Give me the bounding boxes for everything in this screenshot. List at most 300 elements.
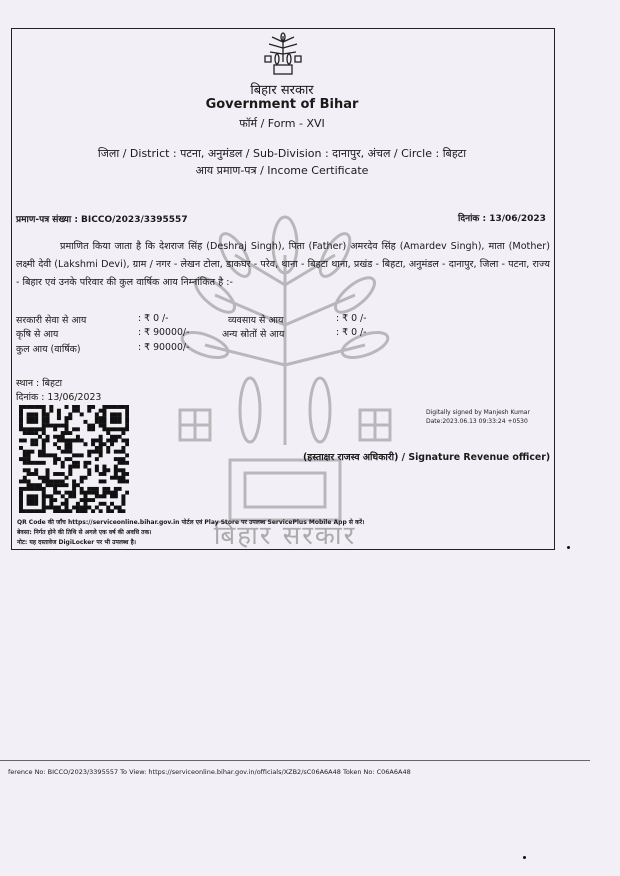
qr-module bbox=[49, 405, 53, 409]
qr-module bbox=[68, 431, 72, 435]
qr-module bbox=[61, 431, 65, 435]
qr-module bbox=[34, 442, 38, 446]
qr-module bbox=[42, 420, 46, 424]
qr-module bbox=[125, 409, 129, 413]
qr-module bbox=[46, 420, 50, 424]
qr-module bbox=[27, 509, 31, 513]
qr-module bbox=[80, 453, 84, 457]
qr-module bbox=[121, 509, 125, 513]
qr-module bbox=[19, 457, 23, 461]
qr-module bbox=[65, 502, 69, 506]
qr-module bbox=[30, 431, 34, 435]
qr-module bbox=[76, 502, 80, 506]
qr-module bbox=[53, 453, 57, 457]
qr-module bbox=[30, 416, 34, 420]
qr-module bbox=[114, 412, 118, 416]
qr-module bbox=[87, 506, 91, 510]
qr-module bbox=[19, 409, 23, 413]
qr-module bbox=[80, 439, 84, 443]
qr-module bbox=[72, 439, 76, 443]
qr-module bbox=[125, 461, 129, 465]
qr-module bbox=[42, 509, 46, 513]
qr-module bbox=[121, 476, 125, 480]
qr-module bbox=[46, 483, 50, 487]
speck bbox=[523, 856, 526, 859]
agri-income-label: कृषि से आय bbox=[16, 329, 59, 340]
qr-module bbox=[68, 491, 72, 495]
qr-module bbox=[91, 405, 95, 409]
qr-module bbox=[27, 431, 31, 435]
qr-module bbox=[91, 427, 95, 431]
qr-module bbox=[91, 509, 95, 513]
qr-module bbox=[19, 506, 23, 510]
qr-module bbox=[121, 502, 125, 506]
qr-module bbox=[95, 465, 99, 469]
qr-module bbox=[87, 491, 91, 495]
qr-module bbox=[125, 412, 129, 416]
qr-module bbox=[72, 491, 76, 495]
qr-module bbox=[27, 502, 31, 506]
qr-module bbox=[38, 487, 42, 491]
qr-module bbox=[19, 479, 23, 483]
qr-module bbox=[34, 468, 38, 472]
qr-module bbox=[106, 405, 110, 409]
qr-module bbox=[19, 439, 23, 443]
qr-module bbox=[110, 427, 114, 431]
qr-module bbox=[118, 427, 122, 431]
qr-module bbox=[106, 446, 110, 450]
qr-module bbox=[46, 453, 50, 457]
qr-module bbox=[87, 498, 91, 502]
qr-module bbox=[91, 491, 95, 495]
qr-module bbox=[34, 420, 38, 424]
qr-module bbox=[49, 506, 53, 510]
qr-module bbox=[106, 487, 110, 491]
qr-module bbox=[30, 439, 34, 443]
qr-module bbox=[80, 506, 84, 510]
place-of-issue: स्थान : बिहटा bbox=[16, 378, 63, 389]
qr-module bbox=[49, 502, 53, 506]
qr-module bbox=[19, 420, 23, 424]
qr-module bbox=[42, 487, 46, 491]
qr-module bbox=[65, 416, 69, 420]
qr-module bbox=[65, 446, 69, 450]
qr-module bbox=[72, 494, 76, 498]
qr-module bbox=[34, 431, 38, 435]
qr-module bbox=[83, 442, 87, 446]
qr-module bbox=[42, 412, 46, 416]
qr-module bbox=[65, 457, 69, 461]
qr-module bbox=[76, 465, 80, 469]
qr-module bbox=[118, 468, 122, 472]
qr-module bbox=[38, 509, 42, 513]
qr-module bbox=[91, 442, 95, 446]
note-digilocker: नोट: यह दस्तावेज DigiLocker पर भी उपलब्ध है। bbox=[17, 539, 137, 546]
qr-module bbox=[27, 468, 31, 472]
qr-module bbox=[102, 479, 106, 483]
qr-module bbox=[110, 412, 114, 416]
qr-module bbox=[57, 506, 61, 510]
qr-module bbox=[61, 502, 65, 506]
qr-module bbox=[68, 416, 72, 420]
qr-module bbox=[42, 446, 46, 450]
qr-module bbox=[76, 405, 80, 409]
qr-module bbox=[65, 424, 69, 428]
qr-module bbox=[87, 424, 91, 428]
qr-module bbox=[27, 461, 31, 465]
qr-module bbox=[53, 424, 57, 428]
qr-module bbox=[102, 468, 106, 472]
qr-module bbox=[34, 439, 38, 443]
qr-module bbox=[114, 416, 118, 420]
qr-module bbox=[61, 461, 65, 465]
qr-module bbox=[68, 468, 72, 472]
qr-module bbox=[83, 506, 87, 510]
qr-module bbox=[80, 487, 84, 491]
qr-module bbox=[87, 461, 91, 465]
qr-module bbox=[121, 468, 125, 472]
qr-module bbox=[34, 416, 38, 420]
qr-module bbox=[68, 412, 72, 416]
qr-module bbox=[114, 494, 118, 498]
qr-module bbox=[72, 483, 76, 487]
qr-module bbox=[80, 491, 84, 495]
qr-module bbox=[38, 476, 42, 480]
note-validity: बेवसा: निर्गत होने की तिथि से अगले एक वर्ष की अवधि तक। bbox=[17, 529, 152, 536]
qr-module bbox=[19, 412, 23, 416]
qr-module bbox=[76, 509, 80, 513]
qr-module bbox=[102, 465, 106, 469]
qr-module bbox=[27, 412, 31, 416]
digital-signature bbox=[426, 408, 530, 426]
qr-module bbox=[19, 416, 23, 420]
qr-module bbox=[102, 491, 106, 495]
qr-module bbox=[23, 479, 27, 483]
qr-module bbox=[68, 472, 72, 476]
qr-module bbox=[121, 446, 125, 450]
qr-module bbox=[118, 405, 122, 409]
qr-module bbox=[87, 472, 91, 476]
qr-module bbox=[91, 450, 95, 454]
govt-service-income-label: सरकारी सेवा से आय bbox=[16, 315, 87, 326]
qr-module bbox=[30, 450, 34, 454]
qr-module bbox=[27, 479, 31, 483]
qr-module bbox=[91, 498, 95, 502]
qr-module bbox=[27, 498, 31, 502]
qr-module bbox=[38, 435, 42, 439]
qr-module bbox=[99, 446, 103, 450]
qr-module bbox=[23, 427, 27, 431]
qr-module bbox=[49, 498, 53, 502]
qr-module bbox=[80, 498, 84, 502]
qr-module bbox=[46, 476, 50, 480]
qr-module bbox=[114, 476, 118, 480]
qr-module bbox=[65, 442, 69, 446]
agri-income-value: : ₹ 90000/- bbox=[138, 327, 190, 338]
qr-module bbox=[118, 487, 122, 491]
qr-module bbox=[23, 476, 27, 480]
qr-module bbox=[95, 412, 99, 416]
note-qr-verification: QR Code की जाँच https://serviceonline.bihar.gov.in पोर्टल एवं Play Store पर उपलब्ध ServicePlus Mobile App से करें। bbox=[17, 519, 365, 526]
speck bbox=[567, 546, 570, 549]
qr-module bbox=[53, 506, 57, 510]
qr-module bbox=[23, 453, 27, 457]
qr-module bbox=[110, 420, 114, 424]
qr-module bbox=[118, 450, 122, 454]
qr-module bbox=[102, 409, 106, 413]
qr-module bbox=[95, 439, 99, 443]
qr-module bbox=[53, 491, 57, 495]
certificate-date: दिनांक : 13/06/2023 bbox=[458, 214, 546, 224]
qr-module bbox=[76, 461, 80, 465]
qr-module bbox=[42, 439, 46, 443]
other-income-label: अन्य स्रोतों से आय bbox=[222, 329, 285, 340]
watermark-text: बिहार सरकार bbox=[213, 521, 357, 551]
qr-module bbox=[72, 506, 76, 510]
qr-module bbox=[80, 479, 84, 483]
qr-module bbox=[76, 483, 80, 487]
qr-module bbox=[72, 453, 76, 457]
qr-module bbox=[19, 491, 23, 495]
other-income-value: : ₹ 0 /- bbox=[336, 327, 367, 338]
qr-module bbox=[46, 506, 50, 510]
qr-module bbox=[121, 498, 125, 502]
certification-paragraph: प्रमाणित किया जाता है कि देशराज सिंह (Deshraj Singh), पिता (Father) अमरदेव सिंह (Amardev Singh), माता (Mother) लक्ष्मी देवी (Lakshmi Devi), ग्राम / नगर - लेखन टोला, डाकघर - परेव, थाना - बिहटा थाना, प्रखंड - बिहटा, अनुमंडल - दानापुर, जिला - पटना, राज्य - बिहार एवं उनके परिवार की कुल वार्षिक आय निम्नांकित है :- bbox=[16, 241, 550, 288]
qr-module bbox=[42, 442, 46, 446]
qr-module bbox=[106, 509, 110, 513]
qr-module bbox=[61, 479, 65, 483]
qr-module bbox=[34, 412, 38, 416]
qr-module bbox=[49, 479, 53, 483]
qr-module bbox=[23, 468, 27, 472]
qr-module bbox=[38, 450, 42, 454]
qr-module bbox=[61, 450, 65, 454]
qr-module bbox=[30, 498, 34, 502]
qr-module bbox=[53, 435, 57, 439]
qr-module bbox=[49, 483, 53, 487]
qr-module bbox=[42, 405, 46, 409]
qr-module bbox=[42, 479, 46, 483]
qr-module bbox=[125, 427, 129, 431]
qr-module bbox=[19, 487, 23, 491]
qr-module bbox=[30, 487, 34, 491]
qr-module bbox=[57, 491, 61, 495]
qr-module bbox=[46, 479, 50, 483]
certificate-number: प्रमाण-पत्र संख्या : BICCO/2023/3395557 bbox=[16, 215, 188, 225]
qr-module bbox=[87, 468, 91, 472]
qr-module bbox=[118, 509, 122, 513]
qr-module bbox=[121, 450, 125, 454]
qr-module bbox=[106, 506, 110, 510]
qr-module bbox=[34, 405, 38, 409]
qr-module bbox=[99, 409, 103, 413]
qr-module bbox=[30, 494, 34, 498]
qr-module bbox=[30, 427, 34, 431]
qr-module bbox=[95, 420, 99, 424]
qr-module bbox=[23, 509, 27, 513]
signature-revenue-officer: (हस्ताक्षर राजस्व अधिकारी) / Signature Revenue officer) bbox=[303, 452, 551, 463]
qr-module bbox=[53, 479, 57, 483]
qr-module bbox=[95, 506, 99, 510]
qr-module bbox=[114, 405, 118, 409]
qr-module bbox=[102, 494, 106, 498]
total-income-value: : ₹ 90000/- bbox=[138, 342, 190, 353]
qr-module bbox=[57, 435, 61, 439]
qr-module bbox=[46, 424, 50, 428]
qr-module bbox=[68, 439, 72, 443]
qr-module bbox=[53, 509, 57, 513]
qr-module bbox=[121, 431, 125, 435]
qr-module bbox=[19, 405, 23, 409]
qr-module bbox=[125, 472, 129, 476]
qr-module bbox=[38, 427, 42, 431]
qr-module bbox=[118, 506, 122, 510]
qr-module bbox=[68, 465, 72, 469]
qr-module bbox=[106, 427, 110, 431]
digital-signature-date: Date:2023.06.13 09:33:24 +0530 bbox=[426, 418, 528, 425]
qr-module bbox=[19, 424, 23, 428]
district-line: जिला / District : पटना, अनुमंडल / Sub-Division : दानापुर, अंचल / Circle : बिहटा bbox=[97, 147, 467, 160]
qr-module bbox=[34, 509, 38, 513]
qr-module bbox=[91, 439, 95, 443]
qr-module bbox=[61, 435, 65, 439]
qr-module bbox=[49, 424, 53, 428]
qr-module bbox=[72, 465, 76, 469]
qr-module bbox=[106, 491, 110, 495]
qr-module bbox=[27, 416, 31, 420]
qr-module bbox=[76, 435, 80, 439]
qr-module bbox=[57, 424, 61, 428]
qr-module bbox=[114, 420, 118, 424]
qr-module bbox=[57, 472, 61, 476]
qr-module bbox=[38, 405, 42, 409]
qr-module bbox=[27, 450, 31, 454]
qr-module bbox=[57, 479, 61, 483]
qr-module bbox=[99, 453, 103, 457]
qr-module bbox=[110, 435, 114, 439]
qr-module bbox=[83, 461, 87, 465]
qr-module bbox=[95, 468, 99, 472]
qr-module bbox=[121, 479, 125, 483]
qr-module bbox=[42, 491, 46, 495]
qr-module bbox=[83, 494, 87, 498]
qr-module bbox=[87, 427, 91, 431]
qr-module bbox=[114, 457, 118, 461]
qr-module bbox=[121, 457, 125, 461]
qr-module bbox=[65, 509, 69, 513]
qr-module bbox=[46, 472, 50, 476]
business-income-value: : ₹ 0 /- bbox=[336, 313, 367, 324]
qr-module bbox=[72, 409, 76, 413]
qr-module bbox=[110, 509, 114, 513]
qr-module bbox=[53, 498, 57, 502]
qr-module bbox=[61, 424, 65, 428]
qr-module bbox=[53, 461, 57, 465]
qr-module bbox=[34, 483, 38, 487]
qr-module bbox=[61, 494, 65, 498]
footer-reference: ference No: BICCO/2023/3395557 To View: https://serviceonline.bihar.gov.in/officials/XZB2/sC06A6A48 Token No: C06A6A48 bbox=[8, 768, 411, 776]
total-income-label: कुल आय (वार्षिक) bbox=[16, 344, 81, 355]
qr-module bbox=[99, 416, 103, 420]
qr-module bbox=[110, 416, 114, 420]
qr-module bbox=[42, 476, 46, 480]
issue-date: दिनांक : 13/06/2023 bbox=[16, 392, 102, 403]
qr-module bbox=[42, 494, 46, 498]
qr-module bbox=[76, 409, 80, 413]
qr-module bbox=[87, 487, 91, 491]
qr-module bbox=[57, 446, 61, 450]
qr-module bbox=[34, 498, 38, 502]
qr-module bbox=[87, 405, 91, 409]
qr-module bbox=[34, 461, 38, 465]
qr-module bbox=[46, 494, 50, 498]
qr-module bbox=[99, 439, 103, 443]
qr-module bbox=[102, 405, 106, 409]
bihar-emblem-icon bbox=[262, 32, 304, 76]
qr-module bbox=[83, 502, 87, 506]
qr-module bbox=[83, 420, 87, 424]
qr-module bbox=[95, 457, 99, 461]
qr-module bbox=[95, 491, 99, 495]
qr-module bbox=[46, 468, 50, 472]
qr-module bbox=[121, 427, 125, 431]
qr-module bbox=[61, 439, 65, 443]
qr-module bbox=[114, 468, 118, 472]
qr-module bbox=[76, 453, 80, 457]
qr-module bbox=[87, 453, 91, 457]
govt-service-income-value: : ₹ 0 /- bbox=[138, 313, 169, 324]
qr-module bbox=[118, 412, 122, 416]
qr-module bbox=[110, 494, 114, 498]
qr-module bbox=[23, 405, 27, 409]
qr-module bbox=[87, 450, 91, 454]
qr-module bbox=[65, 450, 69, 454]
qr-module bbox=[30, 461, 34, 465]
qr-module bbox=[23, 461, 27, 465]
qr-module bbox=[53, 427, 57, 431]
qr-module bbox=[95, 416, 99, 420]
qr-module bbox=[102, 502, 106, 506]
qr-module bbox=[19, 446, 23, 450]
qr-module bbox=[99, 479, 103, 483]
qr-module bbox=[102, 487, 106, 491]
qr-module bbox=[38, 453, 42, 457]
qr-module bbox=[23, 450, 27, 454]
qr-module bbox=[42, 431, 46, 435]
qr-module bbox=[27, 405, 31, 409]
qr-module bbox=[121, 472, 125, 476]
qr-module bbox=[125, 442, 129, 446]
qr-module bbox=[125, 491, 129, 495]
qr-module bbox=[27, 457, 31, 461]
qr-module bbox=[121, 439, 125, 443]
qr-module bbox=[30, 483, 34, 487]
qr-module bbox=[102, 472, 106, 476]
qr-module bbox=[30, 442, 34, 446]
qr-module bbox=[46, 416, 50, 420]
qr-module bbox=[121, 461, 125, 465]
qr-module bbox=[99, 450, 103, 454]
qr-module bbox=[42, 416, 46, 420]
qr-module bbox=[65, 483, 69, 487]
qr-module bbox=[34, 494, 38, 498]
qr-module bbox=[106, 450, 110, 454]
qr-module bbox=[27, 494, 31, 498]
qr-module bbox=[65, 498, 69, 502]
qr-module bbox=[80, 476, 84, 480]
qr-module bbox=[95, 494, 99, 498]
qr-module bbox=[49, 494, 53, 498]
